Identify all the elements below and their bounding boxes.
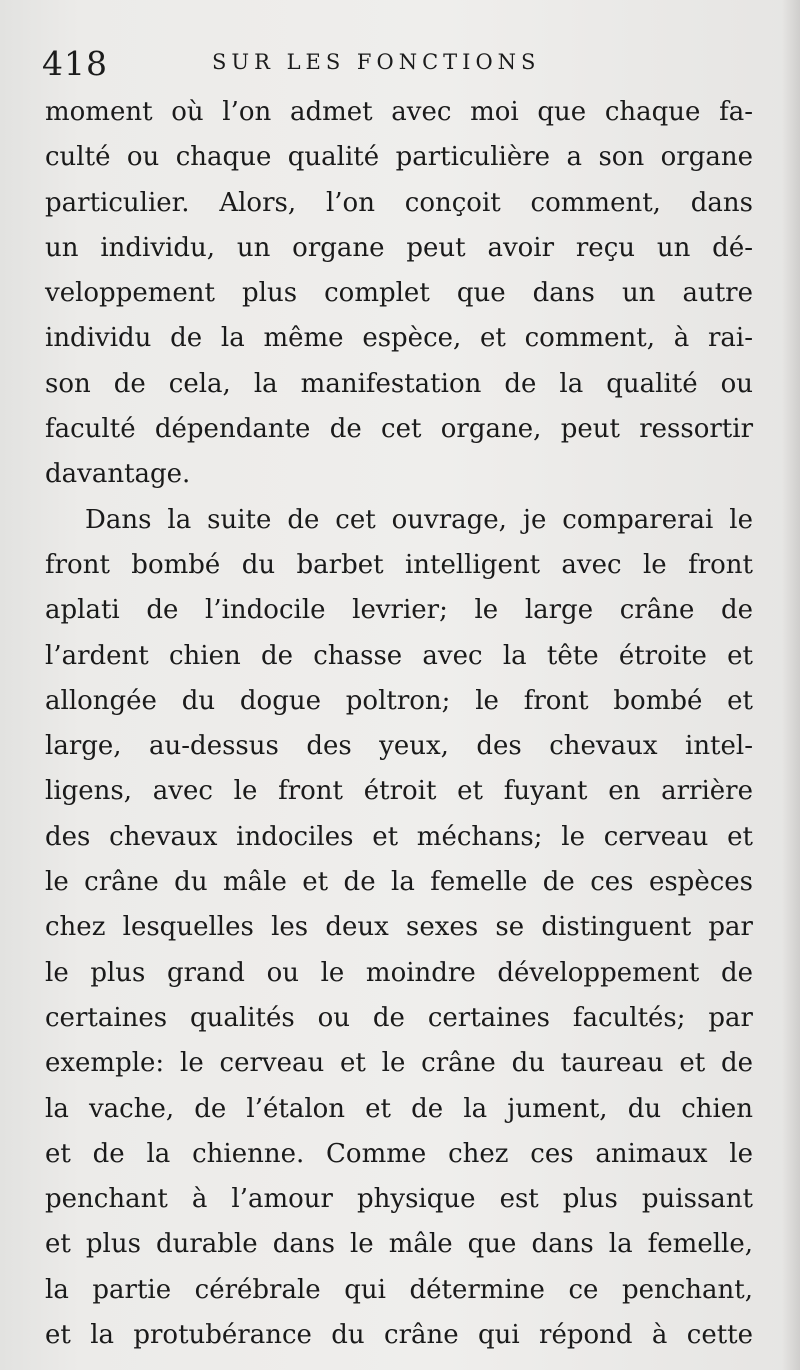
text-line: front bombé du barbet intelligent avec le front [45,549,753,580]
text-line: culté ou chaque qualité particulière a son organe [45,142,753,173]
text-line: des chevaux indociles et méchans; le cerveau et [45,821,753,852]
text-line: large, au-dessus des yeux, des chevaux intel- [45,731,753,762]
text-line: chez lesquelles les deux sexes se distinguent par [45,912,753,943]
text-line: ligens, avec le front étroit et fuyant en arrière [45,776,753,807]
text-line: la vache, de l’étalon et de la jument, du chien [45,1093,753,1124]
text-line: un individu, un organe peut avoir reçu un dé- [45,232,753,263]
text-line: aplati de l’indocile levrier; le large crâne de [45,595,753,626]
text-line: et plus durable dans le mâle que dans la femelle, [45,1229,753,1260]
text-line: particulier. Alors, l’on conçoit comment, dans [45,187,753,218]
text-line: allongée du dogue poltron; le front bombé et [45,685,753,716]
text-line: et de la chienne. Comme chez ces animaux le [45,1138,753,1169]
text-line: davantage. [45,459,191,490]
text-line: le plus grand ou le moindre développement de [45,957,753,988]
text-line: faculté dépendante de cet organe, peut ressortir [45,414,753,445]
text-line: certaines qualités ou de certaines facultés; par [45,1002,753,1033]
text-line: et la protubérance du crâne qui répond à cette [45,1320,753,1351]
text-line: la partie cérébrale qui détermine ce penchant, [45,1274,753,1305]
text-line: penchant à l’amour physique est plus puissant [45,1184,753,1215]
paragraph-start-line: Dans la suite de cet ouvrage, je comparerai le [85,504,753,535]
text-line: l’ardent chien de chasse avec la tête étroite et [45,640,753,671]
text-line: individu de la même espèce, et comment, à rai- [45,323,753,354]
text-line: le crâne du mâle et de la femelle de ces espèces [45,867,753,898]
text-line: son de cela, la manifestation de la qualité ou [45,368,753,399]
page-edge-shadow [782,0,800,1370]
text-line: veloppement plus complet que dans un autre [45,278,753,309]
body-text [45,90,753,1358]
text-line: moment où l’on admet avec moi que chaque fa- [45,97,753,127]
running-title: SUR LES FONCTIONS [212,50,541,74]
text-line: exemple: le cerveau et le crâne du taureau et de [45,1048,753,1079]
page-number: 418 [42,44,108,83]
running-head [40,38,760,86]
